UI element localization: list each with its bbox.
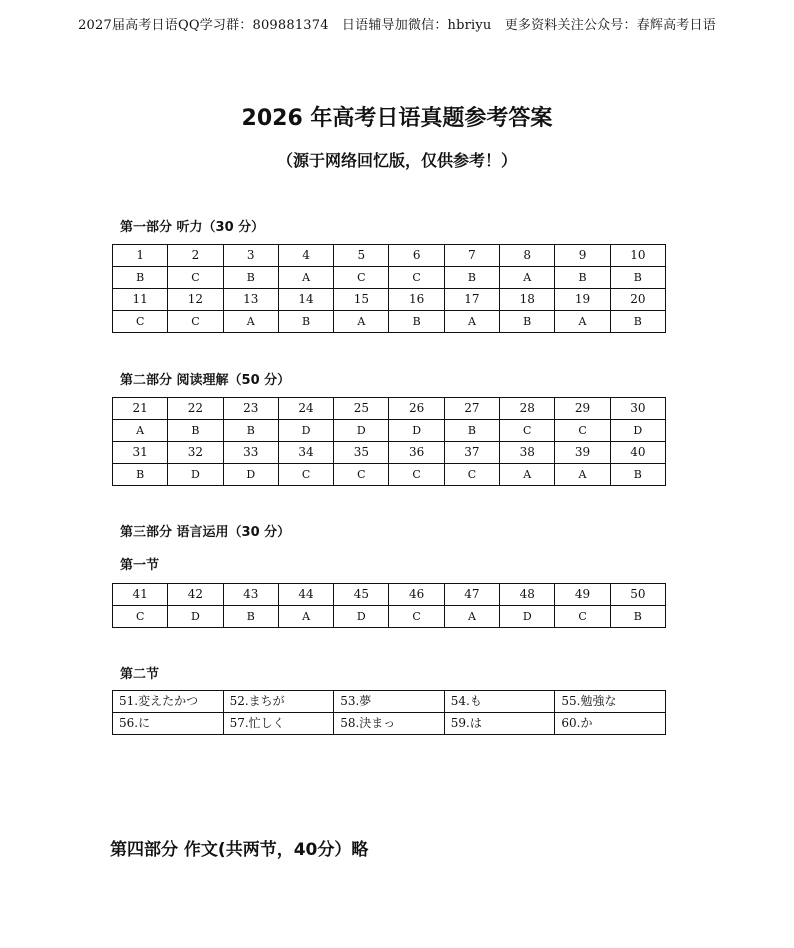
table-row (113, 420, 666, 442)
table-cell: 50 (610, 584, 665, 606)
table-cell: 51.変えたかつ (113, 691, 224, 713)
part2-answer-table (112, 397, 666, 486)
part3-heading: 第三部分 语言运用（30 分） (120, 525, 291, 540)
table-row (113, 691, 666, 713)
table-row (113, 442, 666, 464)
table-cell: 39 (555, 442, 610, 464)
table-cell: 42 (168, 584, 223, 606)
table-cell: 8 (500, 245, 555, 267)
table-cell: A (500, 267, 555, 289)
table-cell: 32 (168, 442, 223, 464)
table-row (113, 584, 666, 606)
table-cell: 9 (555, 245, 610, 267)
page-header-banner: 2027届高考日语QQ学习群：809881374 日语辅导加微信：hbriyu 更多资料关注公众号：春辉高考日语 (78, 18, 716, 33)
table-cell: 6 (389, 245, 444, 267)
table-cell: 54.も (444, 691, 555, 713)
table-cell: C (389, 464, 444, 486)
table-row (113, 713, 666, 735)
table-cell: D (610, 420, 665, 442)
table-cell: B (223, 420, 278, 442)
table-cell: 14 (278, 289, 333, 311)
table-cell: D (334, 420, 389, 442)
table-cell: 10 (610, 245, 665, 267)
table-cell: 37 (444, 442, 499, 464)
table-cell: D (334, 606, 389, 628)
table-cell: C (168, 311, 223, 333)
table-cell: 7 (444, 245, 499, 267)
table-row (113, 267, 666, 289)
table-cell: C (278, 464, 333, 486)
table-cell: 47 (444, 584, 499, 606)
table-cell: C (444, 464, 499, 486)
table-cell: A (555, 311, 610, 333)
table-cell: A (113, 420, 168, 442)
table-cell: B (500, 311, 555, 333)
table-cell: D (168, 464, 223, 486)
table-cell: 31 (113, 442, 168, 464)
table-cell: 29 (555, 398, 610, 420)
table-cell: 28 (500, 398, 555, 420)
table-cell: 3 (223, 245, 278, 267)
table-cell: 41 (113, 584, 168, 606)
table-cell: C (334, 464, 389, 486)
table-cell: D (500, 606, 555, 628)
table-cell: 30 (610, 398, 665, 420)
table-cell: D (223, 464, 278, 486)
table-cell: 48 (500, 584, 555, 606)
table-cell: C (168, 267, 223, 289)
table-cell: B (168, 420, 223, 442)
part3-section2-heading: 第二节 (120, 667, 160, 682)
table-cell: B (223, 606, 278, 628)
table-cell: 2 (168, 245, 223, 267)
table-cell: 12 (168, 289, 223, 311)
table-cell: 15 (334, 289, 389, 311)
table-cell: D (168, 606, 223, 628)
table-cell: 27 (444, 398, 499, 420)
table-cell: C (113, 311, 168, 333)
table-cell: 55.勉強な (555, 691, 666, 713)
part3-section2-answer-table (112, 690, 666, 735)
table-cell: 46 (389, 584, 444, 606)
table-cell: C (555, 606, 610, 628)
table-cell: 5 (334, 245, 389, 267)
table-cell: A (278, 606, 333, 628)
table-cell: D (278, 420, 333, 442)
part3-section1-answer-table (112, 583, 666, 628)
table-row (113, 311, 666, 333)
page-subtitle: （源于网络回忆版，仅供参考！） (276, 151, 517, 170)
page-title: 2026 年高考日语真题参考答案 (241, 106, 553, 131)
table-cell: B (555, 267, 610, 289)
table-cell: 21 (113, 398, 168, 420)
table-cell: 18 (500, 289, 555, 311)
table-cell: 49 (555, 584, 610, 606)
table-cell: 45 (334, 584, 389, 606)
table-cell: 20 (610, 289, 665, 311)
table-cell: 35 (334, 442, 389, 464)
table-cell: 52.まちが (223, 691, 334, 713)
table-cell: C (334, 267, 389, 289)
table-cell: 59.は (444, 713, 555, 735)
table-cell: C (389, 267, 444, 289)
table-cell: C (389, 606, 444, 628)
table-cell: 4 (278, 245, 333, 267)
table-cell: 24 (278, 398, 333, 420)
table-cell: 19 (555, 289, 610, 311)
table-cell: B (610, 464, 665, 486)
part4-heading: 第四部分 作文(共两节，40分）略 (110, 840, 369, 860)
table-cell: D (389, 420, 444, 442)
table-row (113, 245, 666, 267)
table-row (113, 398, 666, 420)
table-cell: 17 (444, 289, 499, 311)
table-cell: A (223, 311, 278, 333)
table-cell: C (113, 606, 168, 628)
table-cell: 58.決まっ (334, 713, 445, 735)
table-cell: A (500, 464, 555, 486)
table-cell: B (610, 267, 665, 289)
table-cell: B (278, 311, 333, 333)
table-cell: B (223, 267, 278, 289)
table-cell: 25 (334, 398, 389, 420)
table-cell: A (555, 464, 610, 486)
table-cell: 56.に (113, 713, 224, 735)
table-cell: 40 (610, 442, 665, 464)
table-cell: A (278, 267, 333, 289)
table-cell: B (113, 464, 168, 486)
table-cell: 60.か (555, 713, 666, 735)
table-cell: 13 (223, 289, 278, 311)
table-cell: 22 (168, 398, 223, 420)
table-cell: B (444, 267, 499, 289)
table-row (113, 289, 666, 311)
table-cell: 36 (389, 442, 444, 464)
part1-heading: 第一部分 听力（30 分） (120, 220, 265, 235)
table-cell: 11 (113, 289, 168, 311)
table-cell: B (610, 606, 665, 628)
table-cell: B (444, 420, 499, 442)
table-cell: A (334, 311, 389, 333)
table-cell: 23 (223, 398, 278, 420)
table-cell: 33 (223, 442, 278, 464)
table-cell: B (113, 267, 168, 289)
part1-answer-table (112, 244, 666, 333)
table-cell: 43 (223, 584, 278, 606)
table-row (113, 606, 666, 628)
part3-section1-heading: 第一节 (120, 558, 160, 573)
table-cell: A (444, 606, 499, 628)
table-cell: 16 (389, 289, 444, 311)
table-cell: 26 (389, 398, 444, 420)
part2-heading: 第二部分 阅读理解（50 分） (120, 373, 291, 388)
table-cell: C (500, 420, 555, 442)
table-cell: 44 (278, 584, 333, 606)
table-cell: 1 (113, 245, 168, 267)
table-cell: B (610, 311, 665, 333)
table-cell: 38 (500, 442, 555, 464)
table-cell: 57.忙しく (223, 713, 334, 735)
table-cell: C (555, 420, 610, 442)
table-cell: B (389, 311, 444, 333)
table-cell: 53.夢 (334, 691, 445, 713)
table-cell: A (444, 311, 499, 333)
table-row (113, 464, 666, 486)
table-cell: 34 (278, 442, 333, 464)
